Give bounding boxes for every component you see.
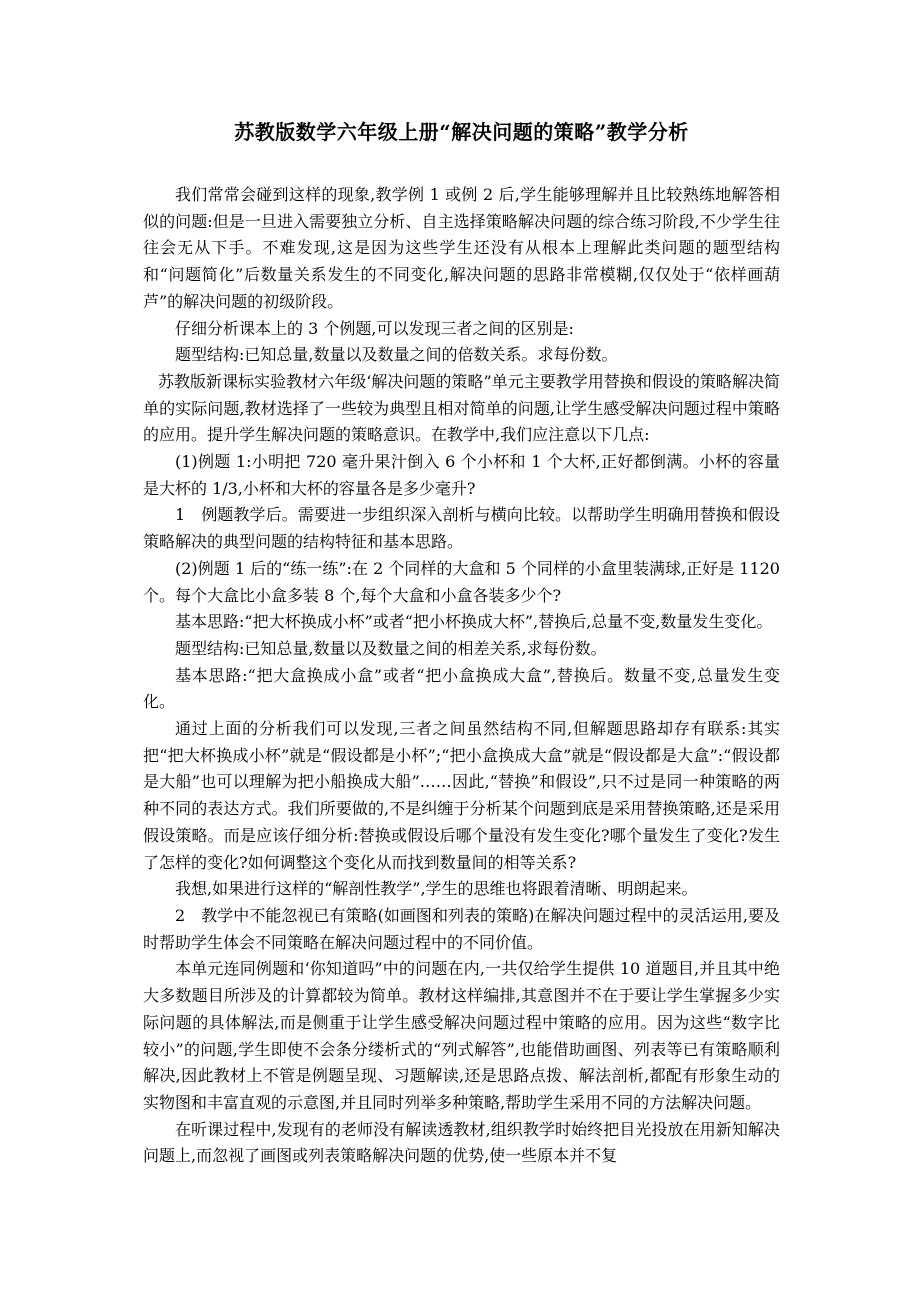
paragraph-1: 我们常常会碰到这样的现象,教学例 1 或例 2 后,学生能够理解并且比较熟练地解答相似的问题:但是一旦进入需要独立分析、自主选择策略解决问题的综合练习阶段,不少学生往往会无从下手。不难发现,这是因为这些学生还没有从根本上理解此类问题的题型结构和“问题简化”后数量关系发生的不同变化,解决问题的思路非常模糊,仅仅处于“依样画葫芦”的解决问题的初级阶段。 (143, 185, 780, 311)
paragraph-11: 通过上面的分析我们可以发现,三者之间虽然结构不同,但解题思路却存有联系:其实把“把大杯换成小杯”就是“假设都是小杯”;“把小盒换成大盒”就是“假设都是大盒”:“假设都是大船”也可以理解为把小船换成大船”……因此,“替换”和假设”,只不过是同一种策略的两种不同的表达方式。我们所要做的,不是纠缠于分析某个问题到底是采用替换策略,还是采用假设策略。而是应该仔细分析:替换或假设后哪个量没有发生变化?哪个量发生了变化?发生了怎样的变化?如何调整这个变化从而找到数量间的相等关系? (143, 719, 780, 872)
paragraph-2: 仔细分析课本上的 3 个例题,可以发现三者之间的区别是: (175, 318, 574, 338)
paragraph-6: 1 例题教学后。需要进一步组织深入剖析与横向比较。以帮助学生明确用替换和假设策略解决的典型问题的结构特征和基本思路。 (143, 505, 780, 552)
paragraph-7: (2)例题 1 后的“练一练”:在 2 个同样的大盒和 5 个同样的小盒里装满球,正好是 1120 个。每个大盒比小盒多装 8 个,每个大盒和小盒各装多少个? (143, 558, 780, 605)
paragraph-8: 基本思路:“把大杯换成小杯”或者“把小杯换成大杯”,替换后,总量不变,数量发生变化。 (175, 612, 773, 632)
paragraph-15: 在听课过程中,发现有的老师没有解读透教材,组织教学时始终把目光投放在用新知解决问题上,而忽视了画图或列表策略解决问题的优势,使一些原本并不复 (143, 1119, 780, 1166)
paragraph-5: (1)例题 1:小明把 720 毫升果汁倒入 6 个小杯和 1 个大杯,正好都倒满。小杯的容量是大杯的 1/3,小杯和大杯的容量各是多少毫升? (143, 452, 780, 498)
paragraph-13: 2 教学中不能忽视已有策略(如画图和列表的策略)在解决问题过程中的灵活运用,要及时帮助学生体会不同策略在解决问题过程中的不同价值。 (143, 905, 780, 952)
document-body (143, 182, 780, 1170)
paragraph-14: 本单元连同例题和‘你知道吗”中的问题在内,一共仅给学生提供 10 道题目,并且其中绝大多数题目所涉及的计算都较为简单。教材这样编排,其意图并不在于要让学生掌握多少实际问题的具体解法,而是侧重于让学生感受解决问题过程中策略的应用。因为这些“数字比较小”的问题,学生即使不会条分缕析式的“列式解答”,也能借助画图、列表等已有策略顺利解决,因此教材上不管是例题呈现、习题解读,还是思路点拨、解法剖析,都配有形象生动的实物图和丰富直观的示意图,并且同时列举多种策略,帮助学生采用不同的方法解决问题。 (143, 959, 780, 1112)
paragraph-12: 我想,如果进行这样的“解剖性教学”,学生的思维也将跟着清晰、明朗起来。 (175, 879, 698, 899)
paragraph-3: 题型结构:已知总量,数量以及数量之间的倍数关系。求每份数。 (175, 345, 618, 365)
paragraph-4: 苏教版新课标实验教材六年级‘解决问题的策略”单元主要教学用替换和假设的策略解决简单的实际问题,教材选择了一些较为典型且相对简单的问题,让学生感受解决问题过程中策略的应用。提升学生解决问题的策略意识。在教学中,我们应注意以下几点: (143, 371, 780, 445)
paragraph-9: 题型结构:已知总量,数量以及数量之间的相差关系,求每份数。 (175, 638, 607, 658)
document-title: 苏教版数学六年级上册“解决问题的策略”教学分析 (234, 120, 689, 144)
paragraph-10: 基本思路:“把大盒换成小盒”或者“把小盒换成大盒”,替换后。数量不变,总量发生变化。 (143, 665, 780, 712)
